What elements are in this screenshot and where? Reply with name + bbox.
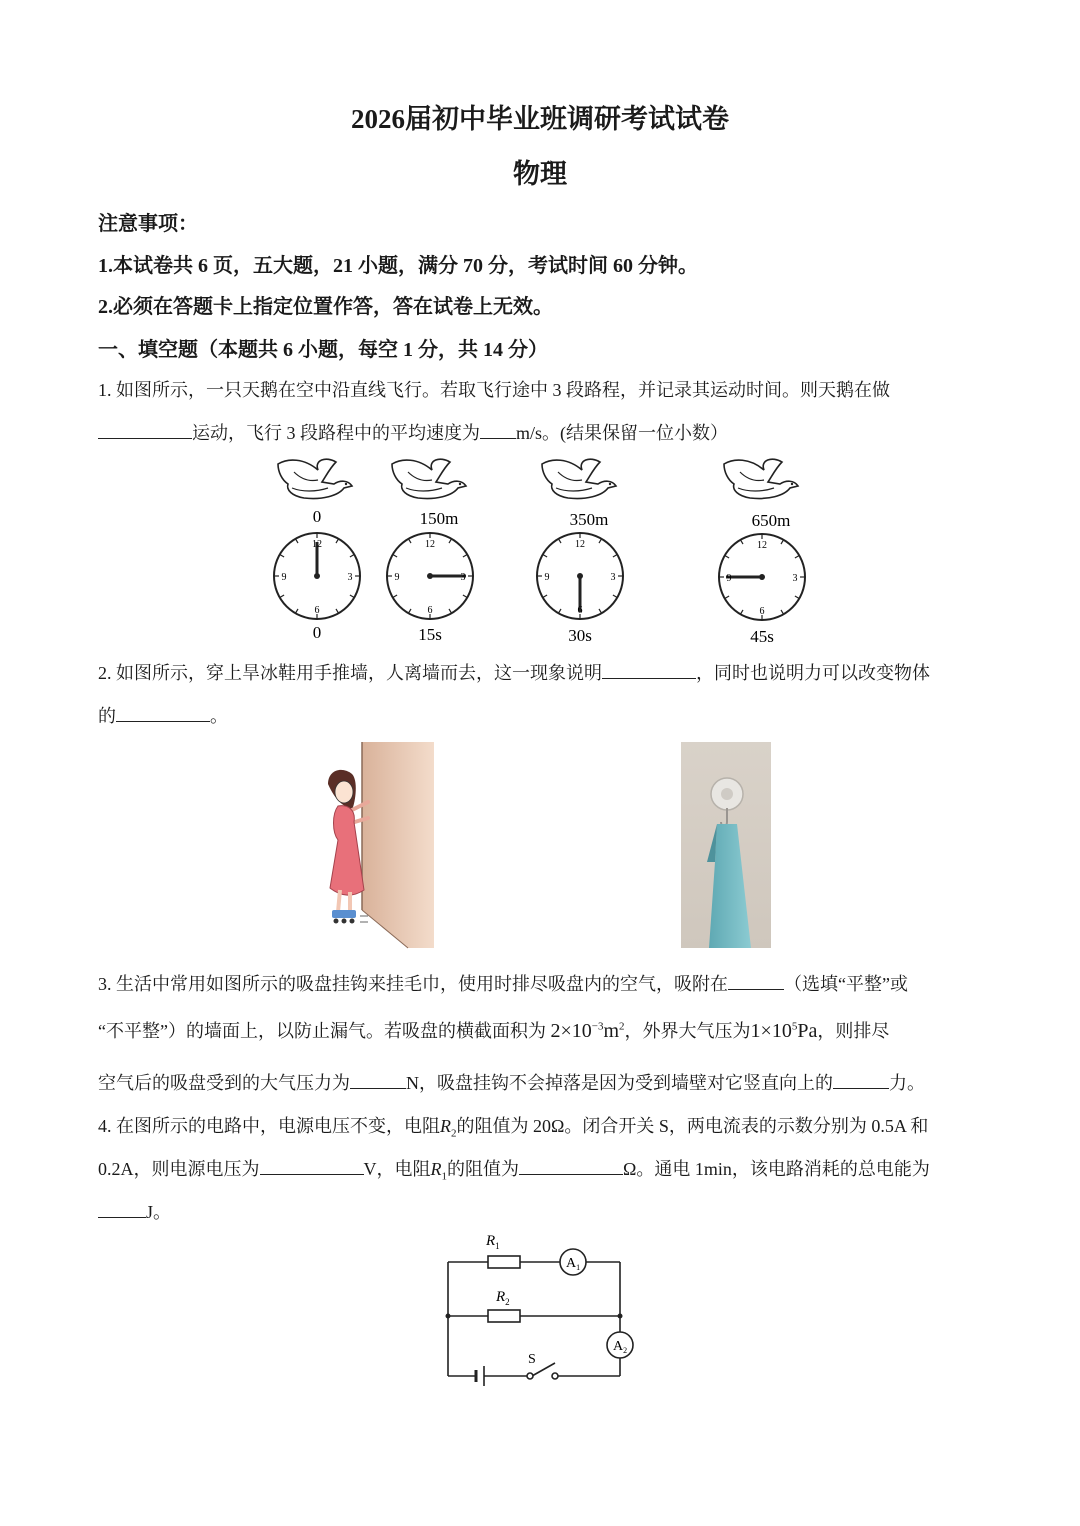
r2-label: $R_2$ [496, 1289, 510, 1307]
notes-heading: 注意事项： [98, 213, 198, 235]
r2-symbol: R [440, 1116, 451, 1136]
r1-label: $R_1$ [486, 1233, 500, 1251]
q2-line-2-text-b: 。 [210, 706, 228, 726]
section-1-heading: 一、填空题（本题共 6 小题，每空 1 分，共 14 分） [98, 339, 548, 361]
q1-line-2-text-a: 运动，飞行 3 段路程中的平均速度为 [192, 423, 480, 443]
a1-label: $A_1$ [566, 1256, 581, 1272]
q2-blank-2 [116, 703, 210, 722]
notes-item-2: 2.必须在答题卡上指定位置作答，答在试卷上无效。 [98, 296, 553, 318]
swan-icon-1 [278, 459, 352, 498]
q2-line-1-text-b: ，同时也说明力可以改变物体 [696, 663, 930, 683]
svg-text:6: 6 [314, 605, 320, 616]
svg-text:12: 12 [575, 539, 585, 550]
q4-line-3 [98, 1198, 171, 1224]
suction-hook-photo [681, 742, 771, 948]
q4-line-2-text-a: 0.2A，则电源电压为 [98, 1159, 260, 1179]
q3-line-2-text-c: ，则排尽 [817, 1021, 890, 1041]
q1-blank-2 [480, 420, 516, 439]
svg-text:12: 12 [757, 540, 767, 551]
q3-blank-1 [728, 971, 784, 990]
svg-text:3: 3 [347, 572, 353, 583]
distance-label-3: 350m [569, 510, 609, 529]
q3-line-2-text-a: “不平整”）的墙面上，以防止漏气。若吸盘的横截面积为 [98, 1021, 546, 1041]
skater-wall-illustration [322, 740, 434, 950]
svg-text:3: 3 [460, 572, 466, 583]
notes-item-1: 1.本试卷共 6 页，五大题，21 小题，满分 70 分，考试时间 60 分钟。 [98, 255, 698, 277]
q3-line-1-text-a: 3. 生活中常用如图所示的吸盘挂钩来挂毛巾，使用时排尽吸盘内的空气，吸附在 [98, 974, 728, 994]
q4-line-2-text-d: Ω。通电 1min，该电路消耗的总电能为 [623, 1159, 930, 1179]
svg-text:9: 9 [394, 572, 400, 583]
svg-text:6: 6 [577, 605, 583, 616]
exam-title: 2026届初中毕业班调研考试试卷 [351, 104, 729, 134]
q4-line-2-text-b: V，电阻 [363, 1159, 431, 1179]
clock-2 [387, 533, 473, 619]
q3-line-1 [98, 970, 908, 996]
time-label-2: 15s [418, 625, 442, 644]
q4-line-2-text-c: 的阻值为 [447, 1159, 519, 1179]
svg-text:9: 9 [726, 573, 732, 584]
circuit-diagram [438, 1225, 638, 1395]
q3-line-2-text-b: ，外界大气压为 [624, 1021, 751, 1041]
swan-icon-4 [724, 459, 798, 498]
q1-line-1: 1. 如图所示，一只天鹅在空中沿直线飞行。若取飞行途中 3 段路程，并记录其运动时间。则天鹅在做 [98, 380, 890, 400]
q3-blank-3 [833, 1070, 889, 1089]
subject-title: 物理 [513, 159, 567, 189]
q3-line-3-text-b: N，吸盘挂钩不会掉落是因为受到墙壁对它竖直向上的 [406, 1073, 833, 1093]
swan-icon-3 [542, 459, 616, 498]
distance-label-1: 0 [312, 507, 322, 526]
svg-text:3: 3 [610, 572, 616, 583]
q4-line-1: 4. 在图所示的电路中，电源电压不变，电阻$R_2$的阻值为 20Ω。闭合开关 S，两电流表的示数分别为 0.5A 和 [98, 1116, 929, 1140]
q1-line-2-text-b: m/s。(结果保留一位小数） [516, 423, 728, 443]
clock-1 [274, 533, 360, 619]
pressure-value: $1\times 10^5Pa$ [750, 1020, 818, 1042]
q3-line-1-text-b: （选填“平整”或 [784, 974, 908, 994]
q3-line-2 [98, 1017, 889, 1043]
q1-blank-1 [98, 420, 192, 439]
q2-blank-1 [602, 660, 696, 679]
q2-line-1 [98, 659, 930, 685]
q4-blank-2 [519, 1156, 623, 1175]
q2-line-2 [98, 702, 228, 728]
q4-line-2: 0.2A，则电源电压为 V，电阻$R_1$的阻值为 Ω。通电 1min，该电路消耗的总电能为 [98, 1155, 930, 1183]
q3-line-3-text-c: 力。 [889, 1073, 925, 1093]
time-label-3: 30s [568, 626, 592, 645]
svg-text:12: 12 [312, 539, 322, 550]
swan-figure [260, 450, 820, 650]
a2-label: $A_2$ [613, 1339, 628, 1355]
svg-text:12: 12 [425, 539, 435, 550]
q4-line-1-text-b: 的阻值为 20Ω。闭合开关 S，两电流表的示数分别为 0.5A 和 [456, 1116, 929, 1136]
distance-label-4: 650m [751, 511, 791, 530]
clock-4 [719, 534, 805, 620]
q3-line-3 [98, 1069, 925, 1095]
time-label-1: 0 [312, 623, 322, 642]
svg-text:3: 3 [792, 573, 798, 584]
r1-symbol: R [430, 1159, 442, 1179]
q3-blank-2 [350, 1070, 406, 1089]
distance-label-2: 150m [419, 509, 459, 528]
clock-3 [537, 533, 623, 619]
q4-blank-1 [260, 1156, 364, 1175]
swan-icon-2 [392, 459, 466, 498]
area-value: $2\times 10^{-3}m^2$ [550, 1020, 625, 1042]
q4-line-3-text: J。 [146, 1202, 172, 1222]
switch-label: S [528, 1352, 536, 1367]
q3-line-3-text-a: 空气后的吸盘受到的大气压力为 [98, 1073, 350, 1093]
q2-line-2-text-a: 的 [98, 706, 116, 726]
q2-line-1-text-a: 2. 如图所示，穿上旱冰鞋用手推墙，人离墙而去，这一现象说明 [98, 663, 602, 683]
svg-text:9: 9 [281, 572, 287, 583]
q4-blank-3 [98, 1199, 146, 1218]
svg-text:6: 6 [427, 605, 433, 616]
svg-text:6: 6 [759, 606, 765, 617]
svg-text:9: 9 [544, 572, 550, 583]
time-label-4: 45s [750, 627, 774, 646]
q1-line-2 [98, 419, 728, 445]
q4-line-1-text-a: 4. 在图所示的电路中，电源电压不变，电阻 [98, 1116, 440, 1136]
